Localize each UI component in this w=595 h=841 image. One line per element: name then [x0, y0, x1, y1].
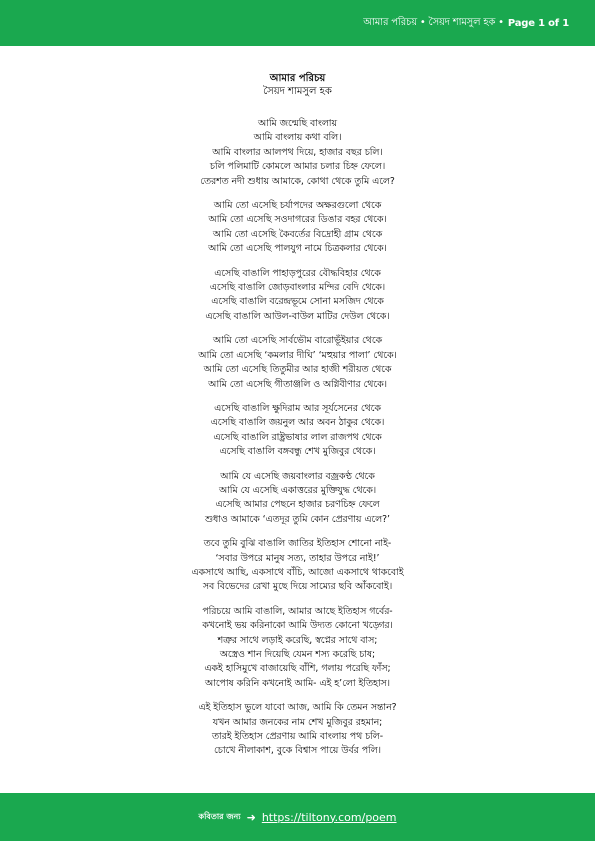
- page-indicator: Page 1 of 1: [507, 17, 569, 29]
- poem-line: আমি তো এসেছি চর্যাপদের অক্ষরগুলো থেকে: [213, 200, 382, 212]
- footer-bar: [0, 793, 595, 841]
- poem-line: আমি তো এসেছি তিতুমীর আর হাজী শরীয়ত থেকে: [203, 364, 392, 376]
- poem-line: আমি তো এসেছি ‘কমলার দীঘি’ ‘মহুয়ার পালা’ থেকে।: [198, 349, 397, 361]
- poem-line: এসেছি বাঙালি রাষ্ট্রভাষার লাল রাজপথ থেকে: [213, 431, 382, 443]
- poem-line: অস্ত্রেও শান দিয়েছি যেমন শস্য করেছি চাষ;: [219, 649, 376, 660]
- poem-line: কখনোই ভয় করিনাকো আমি উদ্যত কোনো খড়্গের।: [202, 620, 393, 632]
- poem-line: চলি পলিমাটি কোমলে আমার চলার চিহ্ন ফেলে।: [209, 161, 386, 173]
- poem-line: আমি তো এসেছি সার্বভৌম বারোভূঁইয়ার থেকে: [212, 335, 383, 347]
- poem-stanza: [0, 470, 595, 528]
- poem-stanza: [0, 267, 595, 325]
- poem-line: যখন আমার জনকের নাম শেখ মুজিবুর রহমান;: [212, 716, 383, 728]
- poem-line: একই হাসিমুখে বাজায়েছি বাঁশি, গলায় পরেছি ফাঁস;: [204, 663, 391, 675]
- header-breadcrumb: আমার পরিচয় • সৈয়দ শামসুল হক •: [363, 16, 504, 28]
- poem-line: এসেছি বাঙালি বরেন্দ্রভূমে সোনা মসজিদ থেকে: [211, 296, 384, 308]
- poem-link[interactable]: https://tiltony.com/poem: [261, 810, 397, 824]
- poem-stanza: [0, 334, 595, 392]
- poem-line: তবে তুমি বুঝি বাঙালি জাতির ইতিহাস শোনো নাই-: [203, 538, 392, 550]
- poem-stanza: [0, 605, 595, 691]
- poem-line: এসেছি বাঙালি পাহাড়পুরের বৌদ্ধবিহার থেকে: [214, 267, 381, 279]
- poem-line: এসেছি বাঙালি বঙ্গবন্ধু শেখ মুজিবুর থেকে।: [219, 446, 376, 458]
- footer-label: কবিতার জন্য: [198, 811, 241, 821]
- poem-line: শত্রুর সাথে লড়াই করেছি, স্বপ্নের সাথে বাস;: [217, 634, 378, 646]
- poem-line: আমি যে এসেছি জয়বাংলার বজ্রকণ্ঠ থেকে: [220, 470, 375, 482]
- poem-stanza: [0, 537, 595, 595]
- right-arrow-icon: ➜: [246, 810, 256, 824]
- poem-line: আপোষ করিনি কখনোই আমি- এই হ’লো ইতিহাস।: [204, 677, 391, 689]
- poem-line: পরিচয়ে আমি বাঙালি, আমার আছে ইতিহাস গর্বের-: [202, 605, 393, 617]
- poem-line: আমি যে এসেছি একাত্তরের মুক্তিযুদ্ধ থেকে।: [218, 484, 377, 496]
- poem-line: আমি তো এসেছি গীতাঞ্জলি ও অগ্নিবীণার থেকে।: [208, 378, 387, 390]
- poem-line: আমি বাংলায় কথা বলি।: [253, 132, 342, 144]
- poem-line: এসেছি বাঙালি জোড়বাংলার মন্দির বেদি থেকে।: [209, 282, 386, 294]
- poem-line: তারই ইতিহাস প্রেরণায় আমি বাংলায় পথ চলি-: [211, 731, 384, 743]
- poem-line: আমি তো এসেছি পালযুগ নামে চিত্রকলার থেকে।: [208, 243, 387, 255]
- poem-line: এসেছি বাঙালি ক্ষুদিরাম আর সূর্যসেনের থেকে: [214, 402, 381, 414]
- poem-document: [0, 72, 595, 769]
- poem-line: আমি তো এসেছি কৈবর্তের বিদ্রোহী গ্রাম থেকে: [212, 228, 383, 240]
- poem-line: এসেছি আমার পেছনে হাজার চরণচিহ্ন ফেলে: [215, 499, 380, 511]
- poem-line: আমি বাংলার আলপথ দিয়ে, হাজার বছর চলি।: [212, 146, 383, 158]
- poem-line: শুধাও আমাকে ‘এতদূর তুমি কোন প্রেরণায় এলে?’: [205, 513, 390, 525]
- poem-line: তেরশত নদী শুধায় আমাকে, কোথা থেকে তুমি এলে?: [200, 175, 395, 187]
- poem-line: চোখে নীলাকাশ, বুকে বিশ্বাস পায়ে উর্বর পলি।: [214, 745, 381, 757]
- poem-stanza: [0, 117, 595, 189]
- poem-line: আমি তো এসেছি সওদাগরের ডিঙার বহর থেকে।: [208, 214, 387, 226]
- poem-title: আমার পরিচয়: [269, 73, 326, 84]
- poem-body: [0, 117, 595, 759]
- poem-stanza: [0, 402, 595, 460]
- poem-line: আমি জন্মেছি বাংলায়: [258, 118, 337, 129]
- poem-line: সব বিভেদের রেখা মুছে দিয়ে সাম্যের ছবি আঁকবোই।: [202, 581, 393, 593]
- poem-stanza: [0, 199, 595, 257]
- poem-line: একসাথে আছি, একসাথে বাঁচি, আজো একসাথে থাকবোই: [191, 566, 404, 578]
- header-bar: [0, 0, 595, 46]
- poem-line: ‘সবার উপরে মানুষ সত্য, তাহার উপরে নাই!’: [215, 552, 380, 564]
- poem-author: সৈয়দ শামসুল হক: [263, 86, 332, 97]
- poem-line: এই ইতিহাস ভুলে যাবো আজ, আমি কি তেমন সন্তান?: [198, 702, 397, 714]
- poem-line: এসেছি বাঙালি আউল-বাউল মাটির দেউল থেকে।: [205, 310, 390, 322]
- poem-stanza: [0, 701, 595, 759]
- poem-line: এসেছি বাঙালি জয়নুল আর অবন ঠাকুর থেকে।: [210, 417, 385, 429]
